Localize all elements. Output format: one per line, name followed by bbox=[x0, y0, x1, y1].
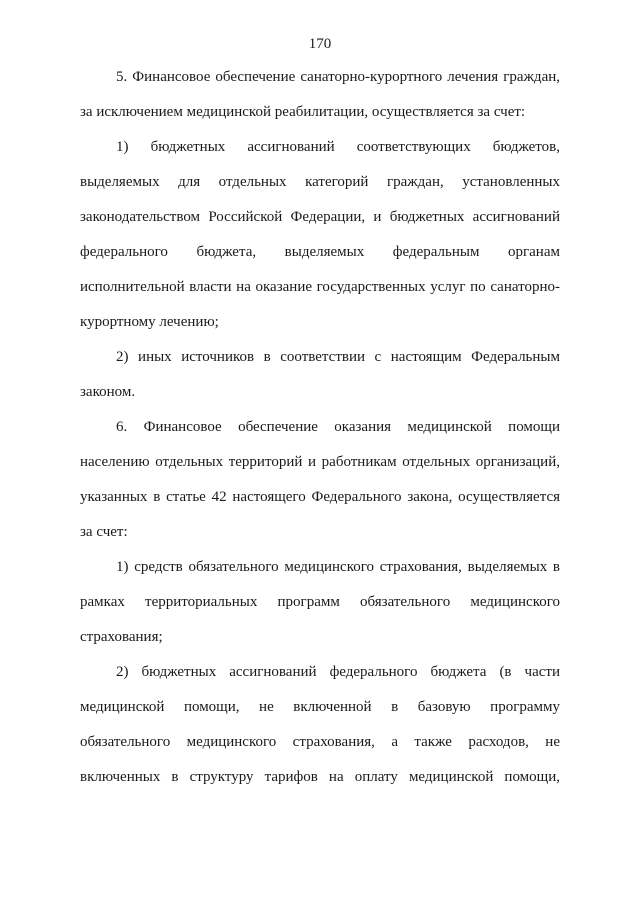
text-line: 2) иных источников в соответствии с настоящим Федеральным bbox=[116, 349, 560, 365]
text-line: обязательного медицинского страхования, а также расходов, не bbox=[80, 734, 560, 750]
text-line: страхования; bbox=[80, 629, 163, 645]
text-line: за счет: bbox=[80, 524, 128, 540]
text-line: 1) средств обязательного медицинского страхования, выделяемых в bbox=[116, 559, 560, 575]
text-line: выделяемых для отдельных категорий граждан, установленных bbox=[80, 174, 560, 190]
text-line: 1) бюджетных ассигнований соответствующих бюджетов, bbox=[116, 139, 560, 155]
text-line: населению отдельных территорий и работникам отдельных организаций, bbox=[80, 454, 560, 470]
text-line: исполнительной власти на оказание государственных услуг по санаторно- bbox=[80, 279, 560, 295]
paragraph-5 bbox=[80, 60, 560, 130]
text-line: курортному лечению; bbox=[80, 314, 219, 330]
text-line: 2) бюджетных ассигнований федерального бюджета (в части bbox=[116, 664, 560, 680]
paragraph-6 bbox=[80, 410, 560, 550]
text-line: рамках территориальных программ обязательного медицинского bbox=[80, 594, 560, 610]
page-number: 170 bbox=[308, 36, 332, 52]
text-line: 6. Финансовое обеспечение оказания медицинской помощи bbox=[116, 419, 560, 435]
paragraph-5-item-1 bbox=[80, 130, 560, 340]
text-line: медицинской помощи, не включенной в базовую программу bbox=[80, 699, 560, 715]
paragraph-6-item-1 bbox=[80, 550, 560, 655]
text-line: за исключением медицинской реабилитации, осуществляется за счет: bbox=[80, 104, 526, 120]
paragraph-6-item-2 bbox=[80, 655, 560, 795]
text-line: включенных в структуру тарифов на оплату медицинской помощи, bbox=[80, 769, 560, 785]
text-line: 5. Финансовое обеспечение санаторно-курортного лечения граждан, bbox=[116, 69, 560, 85]
text-line: законодательством Российской Федерации, и бюджетных ассигнований bbox=[80, 209, 560, 225]
paragraph-5-item-2 bbox=[80, 340, 560, 410]
text-line: законом. bbox=[80, 384, 136, 400]
text-line: федерального бюджета, выделяемых федеральным органам bbox=[80, 244, 560, 260]
document-body bbox=[80, 60, 560, 795]
text-line: указанных в статье 42 настоящего Федерального закона, осуществляется bbox=[80, 489, 560, 505]
